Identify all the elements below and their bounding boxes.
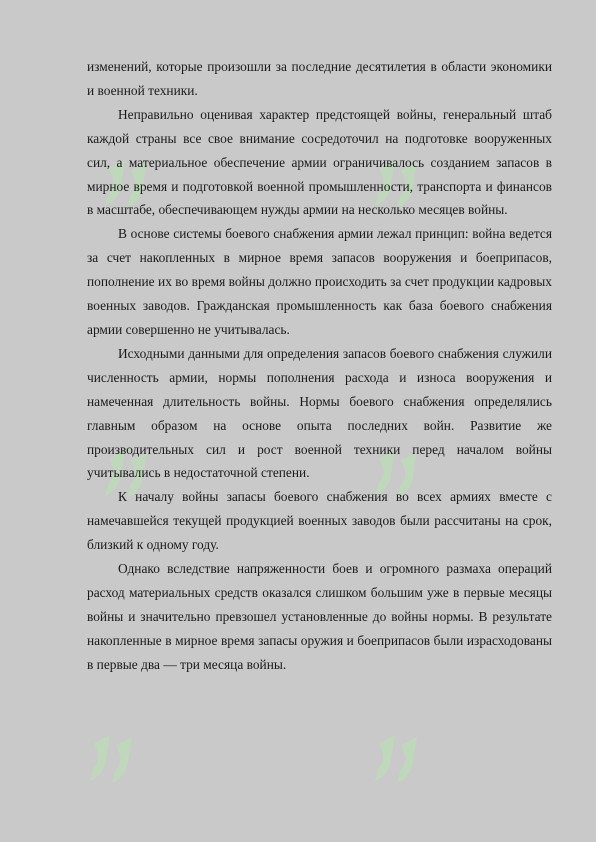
document-body [87, 55, 552, 677]
paragraph: Неправильно оценивая характер предстоящей войны, генеральный штаб каждой страны все свое внимание сосредоточил на подготовке вооруженных сил, а материальное обеспечение армии ограничивалось созданием запасов в мирное время и подготовкой военной промышленности, транспорта и финансов в масштабе, обеспечивающем нужды армии на несколько месяцев войны. [87, 106, 552, 218]
watermark-logo-icon [80, 725, 150, 795]
watermark-logo-icon [365, 725, 435, 795]
paragraph: Исходными данными для определения запасов боевого снабжения служили численность армии, нормы пополнения расхода и износа вооружения и намеченная длительность войны. Нормы боевого снабжения определялись главным образом на основе опыта последних войн. Развитие же производительных сил и рост военной техники перед началом войны учитывались в недостаточной степени. [87, 345, 552, 481]
paragraph-continuation: изменений, которые произошли за последние десятилетия в области экономики и военной техники. [87, 59, 552, 98]
paragraph: К началу войны запасы боевого снабжения во всех армиях вместе с намечавшейся текущей продукцией военных заводов были рассчитаны на срок, близкий к одному году. [87, 489, 552, 553]
paragraph: Однако вследствие напряженности боев и огромного размаха операций расход материальных средств оказался слишком большим уже в первые месяцы войны и значительно превзошел установленные до войны нормы. В результате накопленные в мирное время запасы оружия и боеприпасов были израсходованы в первые два — три месяца войны. [87, 561, 552, 672]
paragraph: В основе системы боевого снабжения армии лежал принцип: война ведется за счет накопленных в мирное время запасов вооружения и боеприпасов, пополнение их во время войны должно происходить за счет продукции кадровых военных заводов. Гражданская промышленность как база боевого снабжения армии совершенно не учитывалась. [87, 226, 552, 337]
